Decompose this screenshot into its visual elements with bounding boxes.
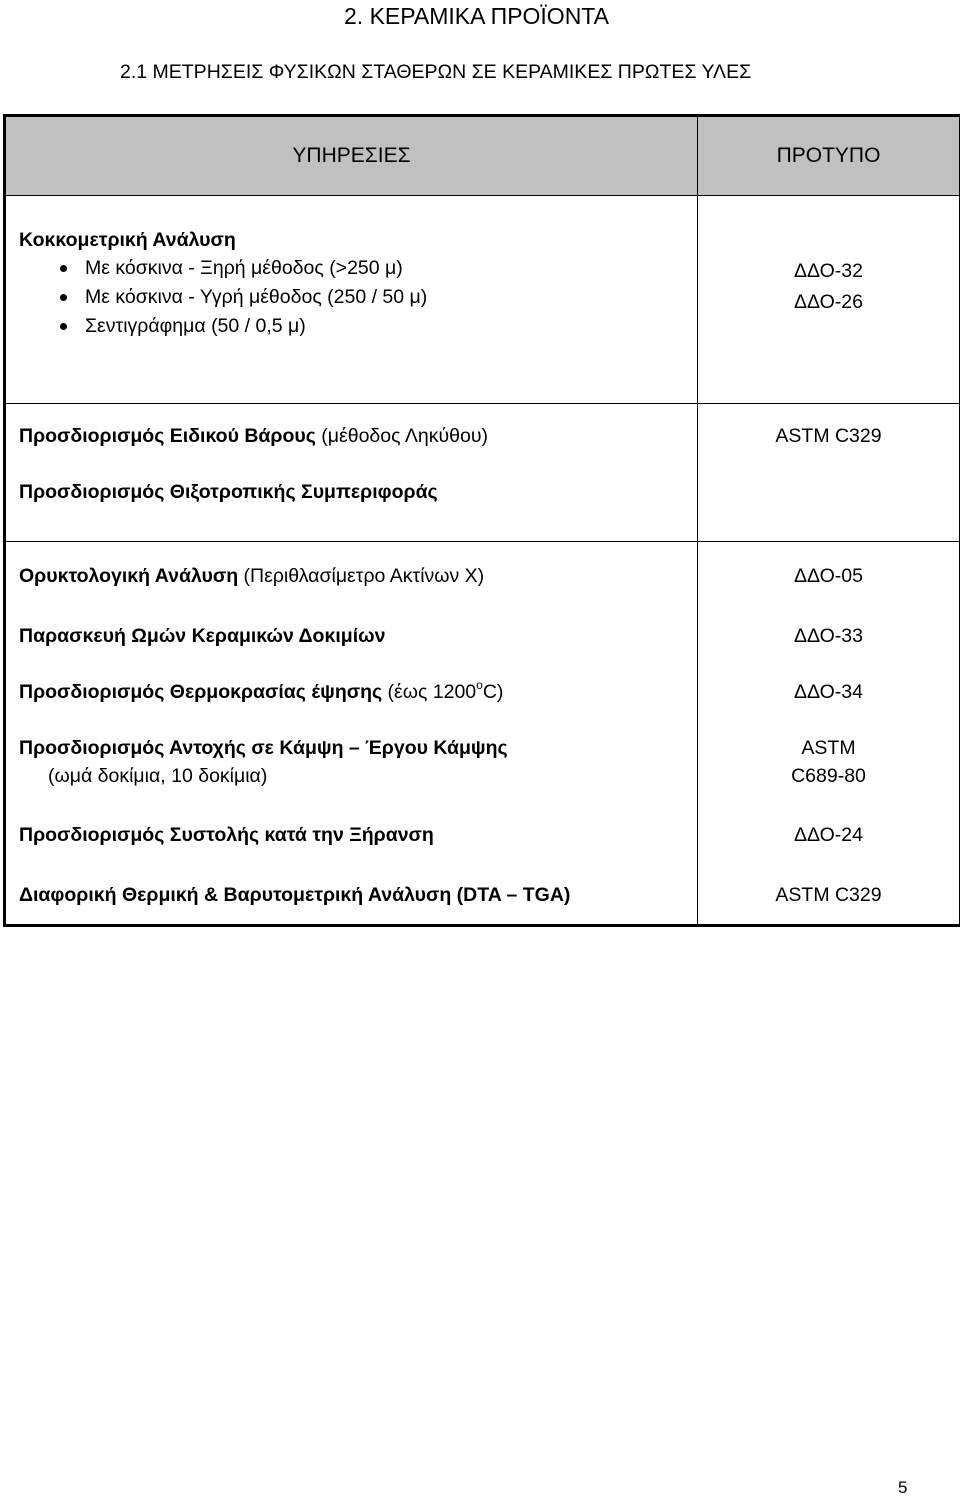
table-row-specific-weight: [5, 404, 960, 479]
list-item: Σεντιγράφημα (50 / 0,5 μ): [19, 312, 697, 341]
firing-label: Προσδιορισμός Θερμοκρασίας έψησης: [19, 681, 383, 703]
service-cell-bending: [5, 734, 698, 821]
thermal-analysis-label: Διαφορική Θερμική & Βαρυτομετρική Ανάλυση (DTA – TGA): [19, 884, 571, 906]
degree-sign: ο: [476, 678, 483, 692]
preparation-label: Παρασκευή Ωμών Κεραμικών Δοκιμίων: [19, 625, 386, 647]
service-cell-grain: [5, 196, 698, 404]
mineral-analysis-method: (Περιθλασίμετρο Ακτίνων Χ): [238, 565, 485, 587]
standard-value: ΔΔΟ-33: [794, 625, 863, 647]
standard-value: ΔΔΟ-34: [794, 681, 863, 703]
standard-value: ΔΔΟ-24: [794, 824, 863, 846]
header-services: ΥΠΗΡΕΣΙΕΣ: [5, 116, 698, 196]
services-table: [3, 114, 960, 927]
bending-label: Προσδιορισμός Αντοχής σε Κάμψη – Έργου Κάμψης: [19, 737, 508, 759]
service-cell-firing: [5, 678, 698, 734]
table-row-thixotropic: [5, 478, 960, 542]
service-cell-specific-weight: [5, 404, 698, 479]
mineral-analysis-label: Ορυκτολογική Ανάλυση: [19, 565, 239, 587]
table-row-mineral-analysis: [5, 542, 960, 623]
standard-cell-mineral: [698, 542, 960, 623]
grain-analysis-title: Κοκκομετρική Ανάλυση: [19, 229, 236, 251]
specific-weight-method: (μέθοδος Ληκύθου): [315, 425, 488, 447]
standard-value: ΔΔΟ-26: [794, 291, 863, 313]
page-title: 2. ΚΕΡΑΜΙΚΑ ΠΡΟΪΟΝΤΑ: [344, 3, 609, 29]
list-item: Με κόσκινα - Υγρή μέθοδος (250 / 50 μ): [19, 283, 697, 312]
service-cell-mineral: [5, 542, 698, 623]
standard-cell-preparation: [698, 622, 960, 678]
firing-range: (έως 1200: [382, 681, 477, 703]
shrinkage-label: Προσδιορισμός Συστολής κατά την Ξήρανση: [19, 824, 434, 846]
standard-cell-shrinkage: [698, 821, 960, 881]
standard-value: ASTM: [801, 737, 856, 759]
table-row-grain-analysis: [5, 196, 960, 404]
standard-cell-thermal: [698, 881, 960, 926]
service-cell-thermal: [5, 881, 698, 926]
list-item: Με κόσκινα - Ξηρή μέθοδος (>250 μ): [19, 254, 697, 283]
service-cell-preparation: [5, 622, 698, 678]
standard-value: ASTM C329: [775, 884, 882, 906]
table-row-bending: [5, 734, 960, 821]
table-row-firing: [5, 678, 960, 734]
service-cell-thixotropic: [5, 478, 698, 542]
standard-cell-specific-weight: [698, 404, 960, 479]
specific-weight-label: Προσδιορισμός Ειδικού Βάρους: [19, 425, 316, 447]
standard-cell-bending: [698, 734, 960, 821]
standard-cell-thixotropic: [698, 478, 960, 542]
table-row-thermal: [5, 881, 960, 926]
grain-methods-list: [19, 254, 697, 341]
header-standard: ΠΡΟΤΥΠΟ: [698, 116, 960, 196]
standard-cell-firing: [698, 678, 960, 734]
section-subtitle: 2.1 ΜΕΤΡΗΣΕΙΣ ΦΥΣΙΚΩΝ ΣΤΑΘΕΡΩΝ ΣΕ ΚΕΡΑΜΙΚΕΣ ΠΡΩΤΕΣ ΥΛΕΣ: [120, 61, 752, 83]
page-number: 5: [898, 1478, 908, 1497]
bending-note: (ωμά δοκίμια, 10 δοκίμια): [48, 765, 268, 787]
table-row-shrinkage: [5, 821, 960, 881]
table-row-preparation: [5, 622, 960, 678]
standard-value: ΔΔΟ-05: [794, 565, 863, 587]
service-cell-shrinkage: [5, 821, 698, 881]
standard-value: ΔΔΟ-32: [794, 260, 863, 282]
standard-value: ASTM C329: [775, 425, 882, 447]
standard-cell-grain: [698, 196, 960, 404]
table-header-row: [5, 116, 960, 196]
standard-value: C689-80: [791, 765, 866, 787]
thixotropic-label: Προσδιορισμός Θιξοτροπικής Συμπεριφοράς: [19, 481, 438, 503]
firing-unit: C): [482, 681, 504, 703]
